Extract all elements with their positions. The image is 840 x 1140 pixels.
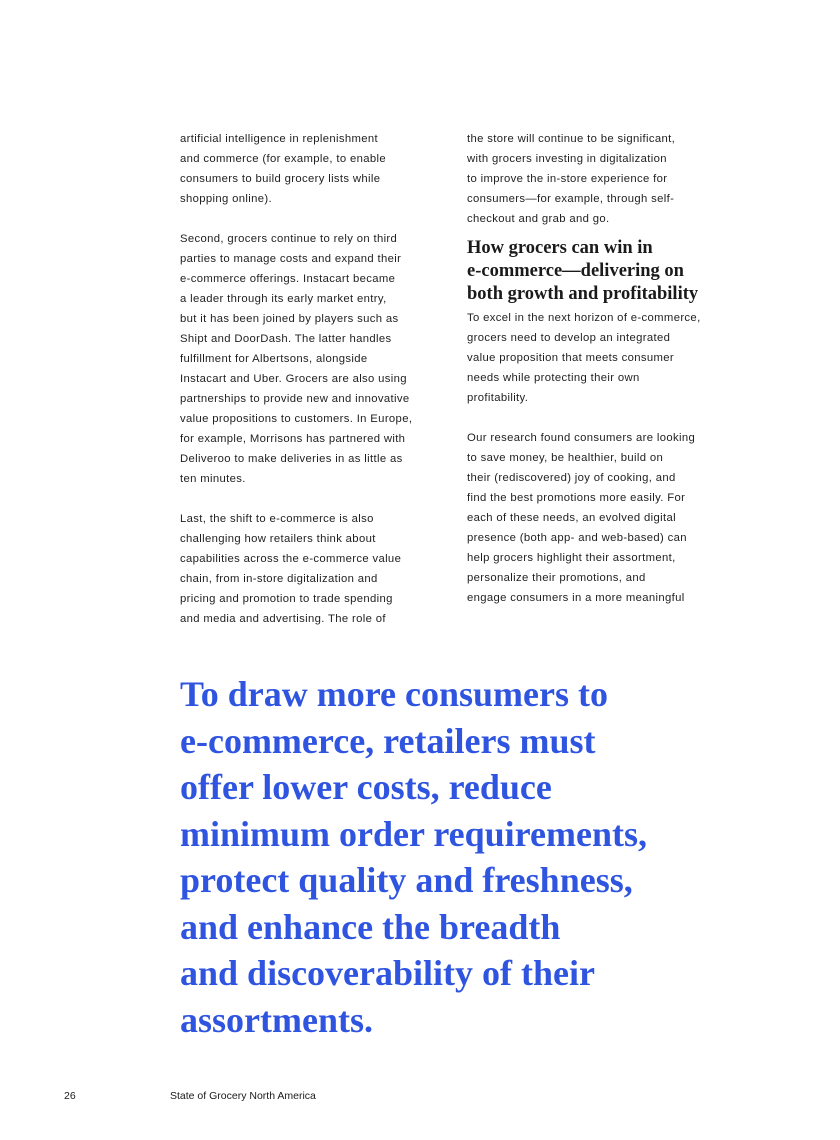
- text-line: shopping online).: [180, 193, 272, 205]
- text-line: capabilities across the e-commerce value: [180, 553, 402, 565]
- paragraph: [180, 129, 452, 209]
- pull-quote-line: offer lower costs, reduce: [180, 767, 552, 807]
- text-line: and commerce (for example, to enable: [180, 153, 386, 165]
- text-line: consumers to build grocery lists while: [180, 173, 381, 185]
- text-line: with grocers investing in digitalization: [467, 153, 667, 165]
- text-line: Last, the shift to e-commerce is also: [180, 513, 374, 525]
- text-line: Our research found consumers are looking: [467, 432, 696, 444]
- text-line: value proposition that meets consumer: [467, 352, 674, 364]
- text-line: To excel in the next horizon of e-commerce,: [467, 312, 701, 324]
- text-line: their (rediscovered) joy of cooking, and: [467, 472, 676, 484]
- text-line: pricing and promotion to trade spending: [180, 593, 393, 605]
- text-line: grocers need to develop an integrated: [467, 332, 671, 344]
- text-line: consumers—for example, through self-: [467, 193, 675, 205]
- text-line: personalize their promotions, and: [467, 572, 646, 584]
- pull-quote-line: minimum order requirements,: [180, 813, 647, 854]
- heading-line: How grocers can win in: [467, 238, 653, 258]
- text-line: fulfillment for Albertsons, alongside: [180, 353, 368, 365]
- pull-quote-line: protect quality and freshness,: [180, 860, 633, 900]
- text-line: the store will continue to be significant,: [467, 133, 676, 145]
- text-line: artificial intelligence in replenishment: [180, 133, 378, 145]
- text-line: to improve the in-store experience for: [467, 173, 668, 185]
- text-line: a leader through its early market entry,: [180, 293, 387, 305]
- paragraph: [180, 229, 452, 489]
- text-line: to save money, be healthier, build on: [467, 452, 664, 464]
- paragraph: [180, 509, 452, 629]
- text-line: chain, from in-store digitalization and: [180, 573, 378, 585]
- text-line: e-commerce offerings. Instacart became: [180, 273, 396, 285]
- footer-publication-title: State of Grocery North America: [170, 1090, 316, 1102]
- text-line: checkout and grab and go.: [467, 213, 610, 225]
- text-line: engage consumers in a more meaningful: [467, 592, 685, 604]
- pull-quote-line: e-commerce, retailers must: [180, 720, 596, 761]
- text-line: for example, Morrisons has partnered with: [180, 433, 406, 445]
- text-line: Deliveroo to make deliveries in as little as: [180, 453, 403, 465]
- pull-quote-line: assortments.: [180, 999, 373, 1040]
- text-line: ten minutes.: [180, 473, 246, 485]
- paragraph: [467, 308, 742, 408]
- heading-line: both growth and profitability: [467, 284, 699, 304]
- text-line: profitability.: [467, 392, 529, 404]
- paragraph: [467, 428, 742, 608]
- pull-quote-line: and enhance the breadth: [180, 906, 561, 947]
- text-line: help grocers highlight their assortment,: [467, 552, 676, 564]
- text-line: Instacart and Uber. Grocers are also using: [180, 373, 407, 385]
- text-line: presence (both app- and web-based) can: [467, 532, 687, 544]
- right-text-column: [467, 129, 742, 628]
- text-line: needs while protecting their own: [467, 372, 640, 384]
- text-line: but it has been joined by players such as: [180, 313, 399, 325]
- text-line: each of these needs, an evolved digital: [467, 512, 676, 524]
- text-line: challenging how retailers think about: [180, 533, 376, 545]
- text-line: partnerships to provide new and innovative: [180, 393, 410, 405]
- section-heading: [467, 237, 742, 306]
- paragraph: [467, 129, 742, 229]
- text-line: Second, grocers continue to rely on third: [180, 233, 398, 245]
- heading-line: e-commerce—delivering on: [467, 261, 684, 281]
- text-line: Shipt and DoorDash. The latter handles: [180, 333, 392, 345]
- page-number: 26: [64, 1090, 76, 1102]
- text-line: find the best promotions more easily. For: [467, 492, 686, 504]
- pull-quote-line: and discoverability of their: [180, 953, 595, 993]
- left-text-column: [180, 129, 452, 649]
- text-line: and media and advertising. The role of: [180, 613, 386, 625]
- text-line: parties to manage costs and expand their: [180, 253, 402, 265]
- pull-quote-line: To draw more consumers to: [180, 674, 608, 714]
- pull-quote: [180, 671, 780, 1043]
- text-line: value propositions to customers. In Europe,: [180, 413, 413, 425]
